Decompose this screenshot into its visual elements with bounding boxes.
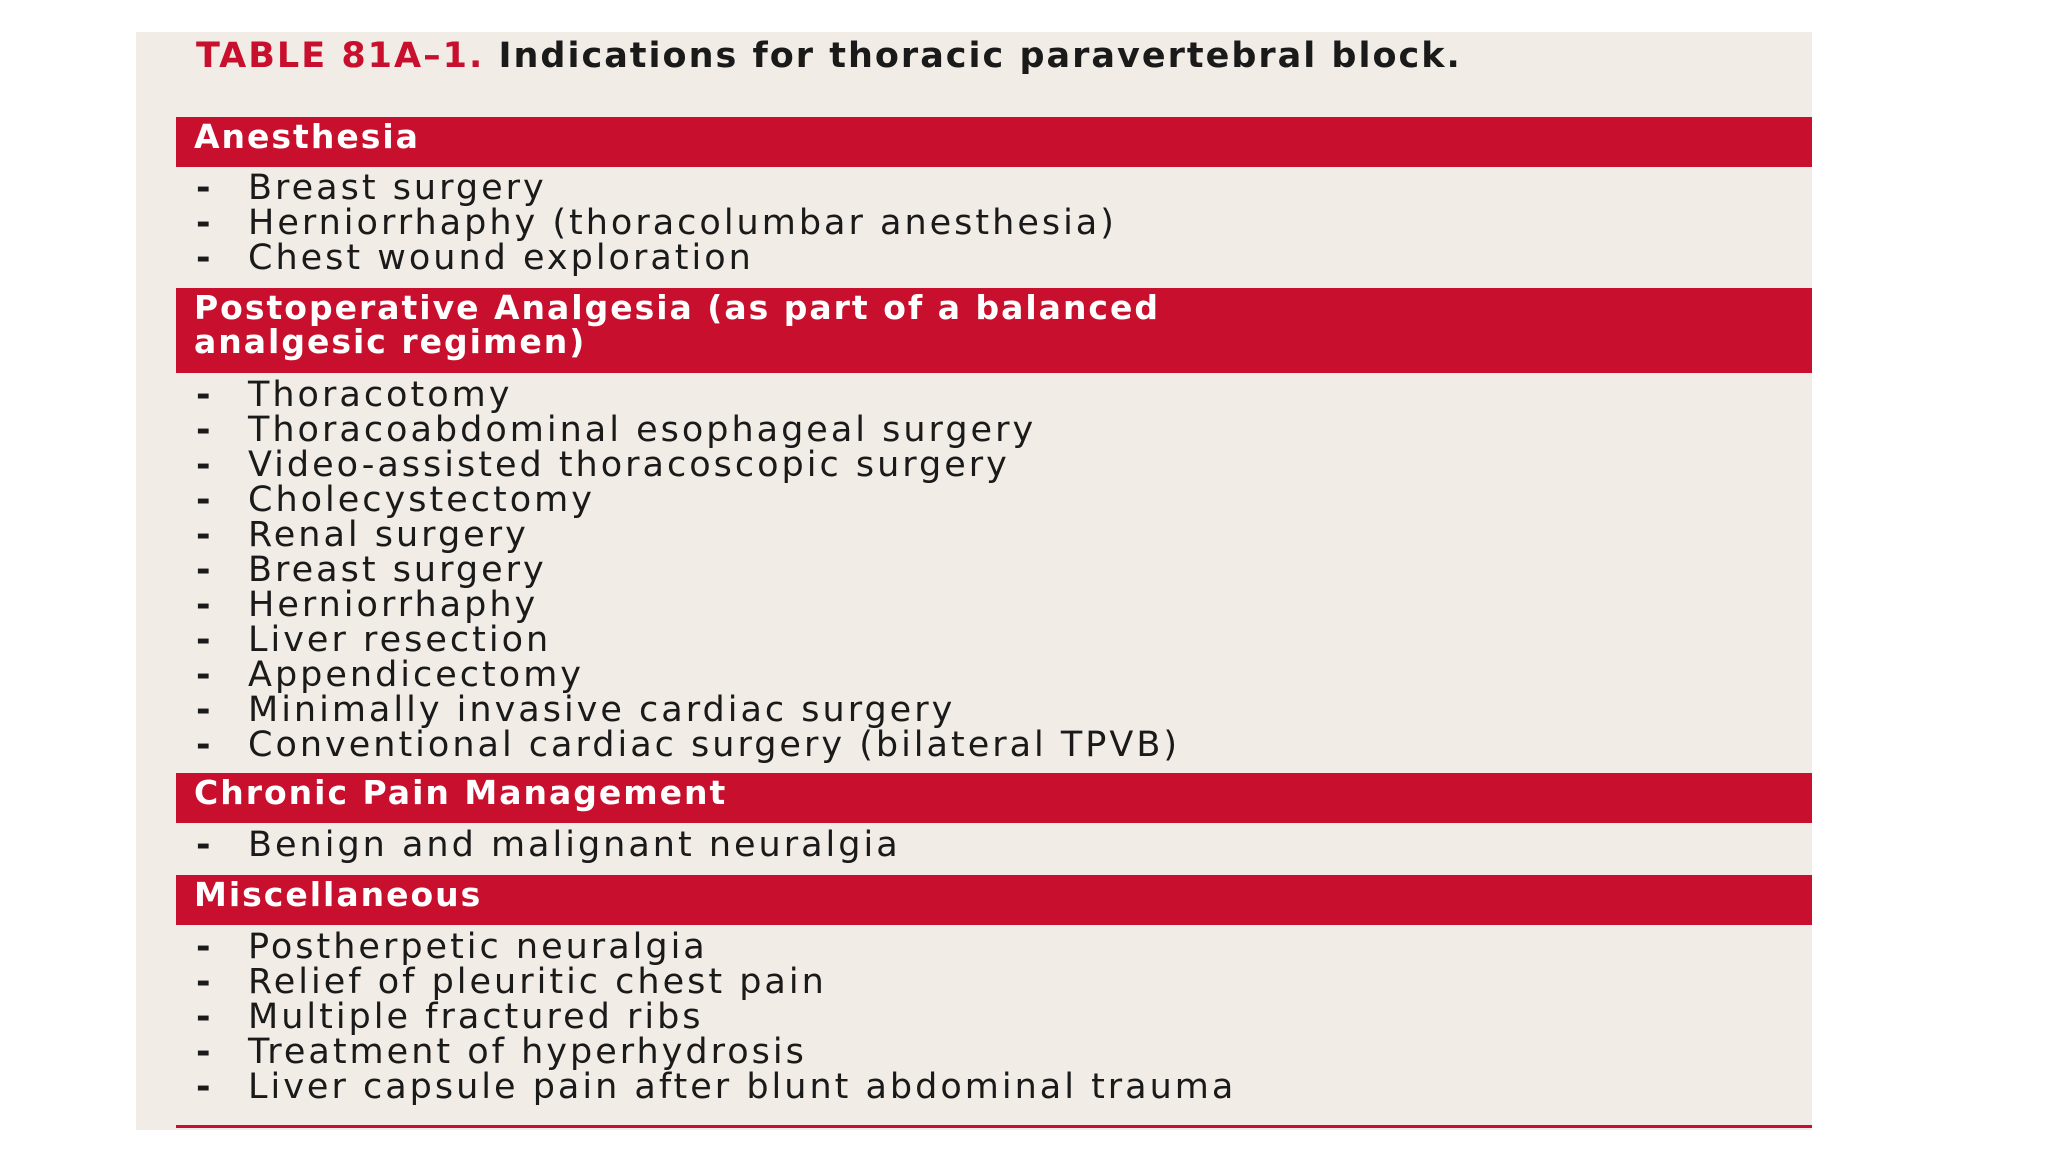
table-label: TABLE 81A–1. — [196, 36, 485, 76]
list-item: - Thoracoabdominal esophageal surgery — [196, 413, 1180, 448]
section-heading-line2: analgesic regimen) — [194, 322, 587, 361]
list-item: - Breast surgery — [196, 171, 1117, 206]
table-panel — [136, 32, 1812, 1130]
list-item: - Herniorrhaphy — [196, 588, 1180, 623]
list-item: - Conventional cardiac surgery (bilateral TPVB) — [196, 728, 1180, 763]
section-list-chronic-pain-management — [196, 825, 901, 865]
section-list-anesthesia — [196, 168, 1117, 278]
section-heading: Anesthesia — [194, 117, 420, 156]
list-item: - Liver capsule pain after blunt abdominal trauma — [196, 1070, 1236, 1105]
list-item: - Renal surgery — [196, 518, 1180, 553]
list-item: - Breast surgery — [196, 553, 1180, 588]
bottom-rule — [176, 1125, 1812, 1128]
section-header-miscellaneous — [176, 875, 1812, 925]
section-header-chronic-pain-management — [176, 773, 1812, 823]
section-heading: Miscellaneous — [194, 875, 483, 914]
table-title: Indications for thoracic paravertebral block. — [498, 36, 1462, 76]
list-item: - Relief of pleuritic chest pain — [196, 965, 1236, 1000]
list-item: - Minimally invasive cardiac surgery — [196, 693, 1180, 728]
section-list-miscellaneous — [196, 927, 1237, 1107]
section-heading: Chronic Pain Management — [194, 773, 728, 812]
list-item: - Chest wound exploration — [196, 241, 1117, 276]
list-item: - Appendicectomy — [196, 658, 1180, 693]
list-item: - Liver resection — [196, 623, 1180, 658]
section-heading-line1: Postoperative Analgesia (as part of a balanced — [194, 288, 1161, 327]
section-header-postoperative-analgesia — [176, 288, 1812, 373]
list-item: - Multiple fractured ribs — [196, 1000, 1236, 1035]
list-item: - Treatment of hyperhydrosis — [196, 1035, 1236, 1070]
section-list-postoperative-analgesia — [196, 375, 1181, 765]
list-item: - Cholecystectomy — [196, 483, 1180, 518]
list-item: - Thoracotomy — [196, 378, 1180, 413]
section-header-anesthesia — [176, 117, 1812, 167]
list-item: - Herniorrhaphy (thoracolumbar anesthesia) — [196, 206, 1117, 241]
table-caption — [196, 38, 1796, 74]
list-item: - Benign and malignant neuralgia — [196, 828, 901, 863]
list-item: - Video-assisted thoracoscopic surgery — [196, 448, 1180, 483]
list-item: - Postherpetic neuralgia — [196, 930, 1236, 965]
